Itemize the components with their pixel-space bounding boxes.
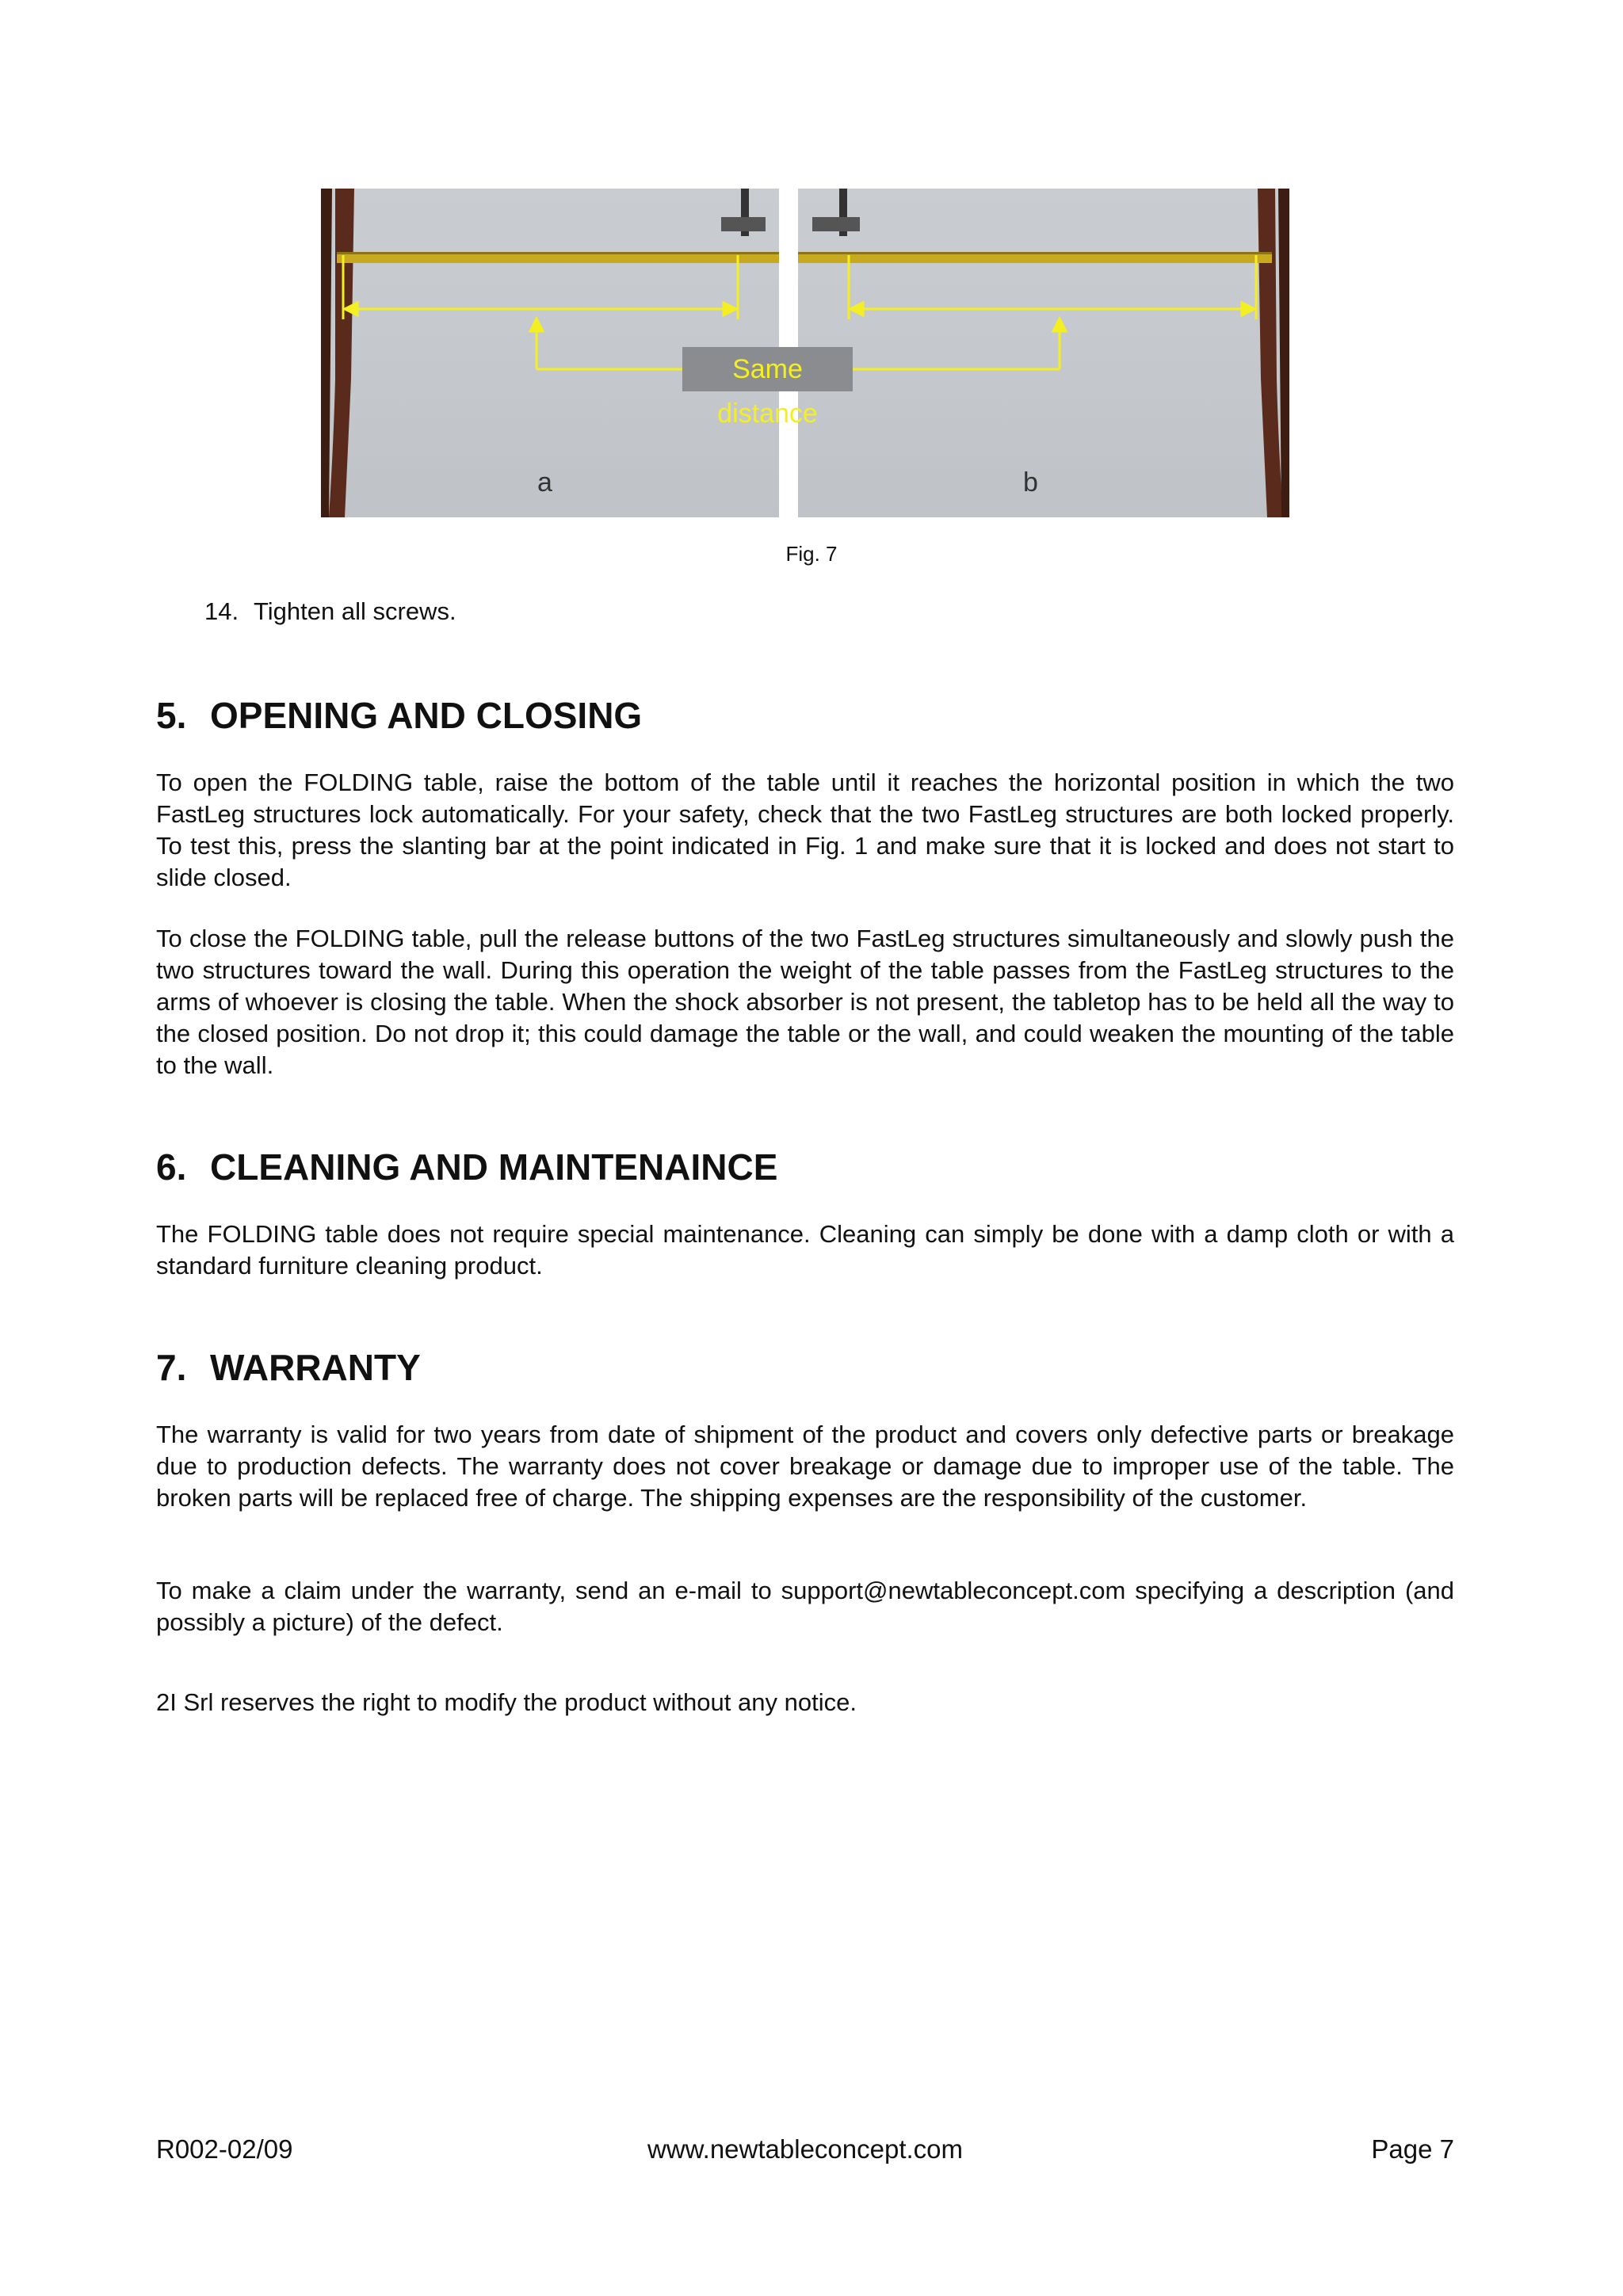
section-title: CLEANING AND MAINTENAINCE xyxy=(210,1146,778,1188)
section-6-heading xyxy=(156,1146,777,1188)
photo-a-letter: a xyxy=(537,467,552,498)
section-7-paragraph-1: The warranty is valid for two years from date of shipment of the product and covers only defective parts or breakage due to production defects. The warranty does not cover breakage or damage due to improper use of the table. The broken parts will be replaced free of charge. The shipping expenses are the responsibility of the customer. xyxy=(156,1421,1454,1512)
photo-b-letter: b xyxy=(1023,467,1038,498)
section-title: WARRANTY xyxy=(210,1347,421,1388)
page-number: Page 7 xyxy=(1371,2134,1454,2164)
section-6-paragraph-1: The FOLDING table does not require special maintenance. Cleaning can simply be done with a damp cloth or with a standard furniture cleaning product. xyxy=(156,1220,1454,1280)
section-number: 6. xyxy=(156,1146,187,1188)
doc-code: R002-02/09 xyxy=(156,2134,293,2164)
figure-caption: Fig. 7 xyxy=(785,542,838,566)
section-5-paragraph-1: To open the FOLDING table, raise the bottom of the table until it reaches the horizontal position in which the two FastLeg structures lock automatically. For your safety, check that the two FastLeg structures are both locked properly. To test this, press the slanting bar at the point indicated in Fig. 1 and make sure that it is locked and does not start to slide closed. xyxy=(156,769,1454,891)
footer-website-link[interactable]: www.newtableconcept.com xyxy=(647,2134,964,2164)
section-5-paragraph-2: To close the FOLDING table, pull the release buttons of the two FastLeg structures simultaneously and slowly push the two structures toward the wall. During this operation the weight of the table passes from the FastLeg structures to the arms of whoever is closing the table. When the shock absorber is not present, the tabletop has to be held all the way to the closed position. Do not drop it; this could damage the table or the wall, and could weaken the mounting of the table to the wall. xyxy=(156,925,1454,1079)
photo-b-illustration xyxy=(798,189,1289,517)
step-number: 14. xyxy=(204,597,239,625)
section-number: 5. xyxy=(156,695,187,736)
same-distance-label: Same distance xyxy=(682,347,853,391)
section-title: OPENING AND CLOSING xyxy=(210,695,643,736)
section-number: 7. xyxy=(156,1347,187,1388)
section-5-heading xyxy=(156,694,642,737)
section-7-heading xyxy=(156,1346,421,1389)
section-7-paragraph-2: To make a claim under the warranty, send an e-mail to support@newtableconcept.com specifying a description (and possibly a picture) of the defect. xyxy=(156,1577,1454,1636)
photo-b xyxy=(798,189,1289,517)
step-14 xyxy=(204,597,456,626)
closing-note: 2I Srl reserves the right to modify the product without any notice. xyxy=(156,1688,857,1716)
step-text: Tighten all screws. xyxy=(254,597,456,625)
figure-7 xyxy=(321,189,1289,517)
